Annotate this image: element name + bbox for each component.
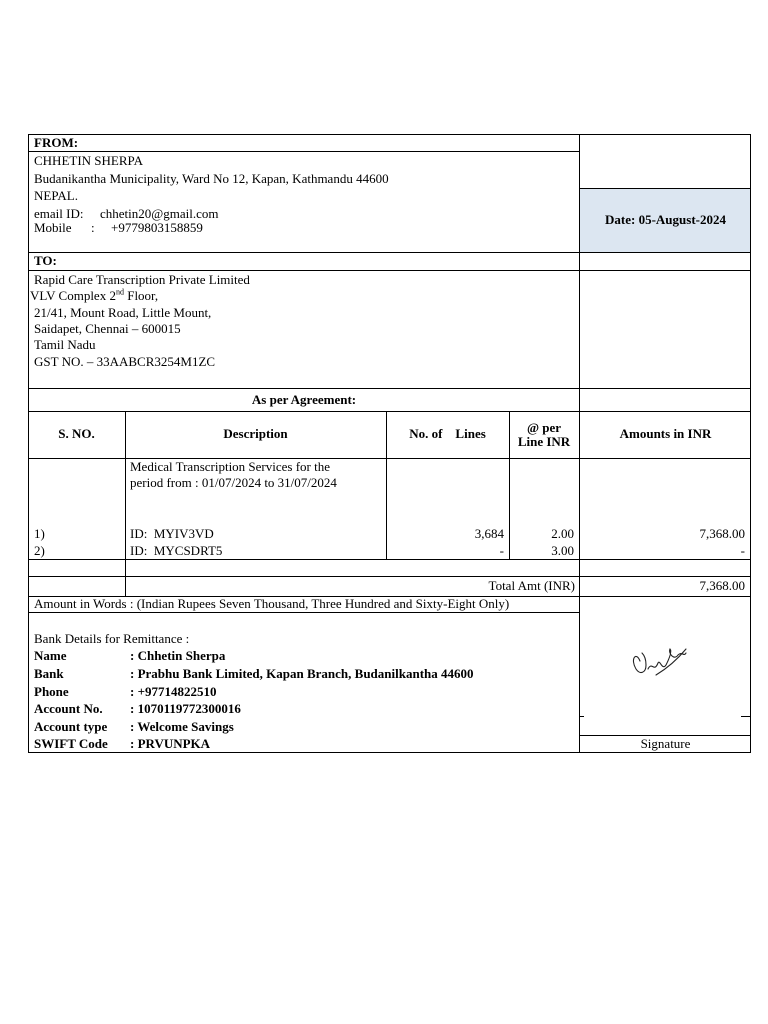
from-email-label: email ID: [34,206,84,221]
bank-name-label: Name [34,648,67,663]
row-1-lines: 3,684 [474,526,504,541]
bank-account-no-label: Account No. [34,701,103,716]
to-heading: TO: [34,253,57,268]
bank-account-type-label: Account type [34,719,108,734]
line-date-top [580,188,751,189]
service-description-line-1: Medical Transcription Services for the [130,459,331,474]
row-2-sno: 2) [34,543,45,558]
signature-scribble [626,639,696,684]
header-rate-line-2: Line INR [517,434,571,449]
line-from-heading [28,151,580,152]
signature-label: Signature [640,736,691,751]
from-heading: FROM: [34,135,79,150]
service-description-line-2: period from : 01/07/2024 to 31/07/2024 [130,475,337,490]
row-2-id: ID: MYCSDRT5 [130,543,223,558]
row-1-id: ID: MYIV3VD [130,526,214,541]
from-email: chhetin20@gmail.com [100,206,219,221]
total-label: Total Amt (INR) [488,578,575,593]
total-value: 7,368.00 [699,578,745,593]
row-2-lines: - [499,543,504,558]
line-agreement-top [28,388,751,389]
line-items-bottom [28,559,751,560]
to-gst-number: GST NO. – 33AABCR3254M1ZC [34,354,216,369]
to-address-line-4: Tamil Nadu [34,337,96,352]
line-to-top [28,252,751,253]
bank-phone-value: : +97714822510 [130,684,217,699]
row-1-rate: 2.00 [551,526,574,541]
from-mobile: +9779803158859 [111,220,203,235]
from-address: Budanikantha Municipality, Ward No 12, Kapan, Kathmandu 44600 [34,171,389,186]
amount-in-words: Amount in Words : (Indian Rupees Seven Thousand, Three Hundred and Sixty-Eight Only) [34,596,510,611]
row-2-amount: - [740,543,745,558]
bank-heading: Bank Details for Remittance : [34,631,190,646]
bank-name-value: : Chhetin Sherpa [130,648,226,663]
signature-line-left [580,716,584,717]
agreement-heading: As per Agreement: [251,392,357,407]
line-blank-row [28,576,751,577]
from-mobile-separator: : [91,220,95,235]
header-no-of-lines: No. of Lines [409,426,486,441]
bank-swift-value: : PRVUNPKA [130,736,211,751]
bank-account-type-value: : Welcome Savings [130,719,234,734]
bank-swift-label: SWIFT Code [34,736,108,751]
bank-phone-label: Phone [34,684,69,699]
from-country: NEPAL. [34,188,78,203]
to-address-line-1: VLV Complex 2nd Floor, [30,287,159,303]
header-sno: S. NO. [58,426,95,441]
to-address-line-3: Saidapet, Chennai – 600015 [34,321,181,336]
signature-line-right [741,716,750,717]
line-to-heading [28,270,751,271]
row-1-amount: 7,368.00 [699,526,745,541]
bank-bank-value: : Prabhu Bank Limited, Kapan Branch, Budanilkantha 44600 [130,666,474,681]
invoice-sheet [28,134,751,753]
to-address-line-2: 21/41, Mount Road, Little Mount, [34,305,212,320]
from-name: CHHETIN SHERPA [34,153,143,168]
line-words-bottom [28,612,580,613]
row-2-rate: 3.00 [551,543,574,558]
line-table-top [28,411,751,412]
invoice-date: Date: 05-August-2024 [605,212,726,227]
row-1-sno: 1) [34,526,45,541]
header-amount: Amounts in INR [619,426,712,441]
bank-bank-label: Bank [34,666,64,681]
bank-account-no-value: : 1070119772300016 [130,701,241,716]
header-rate-line-1: @ per [526,420,562,435]
header-description: Description [223,426,288,441]
from-mobile-label: Mobile [34,220,72,235]
to-company: Rapid Care Transcription Private Limited [34,272,250,287]
